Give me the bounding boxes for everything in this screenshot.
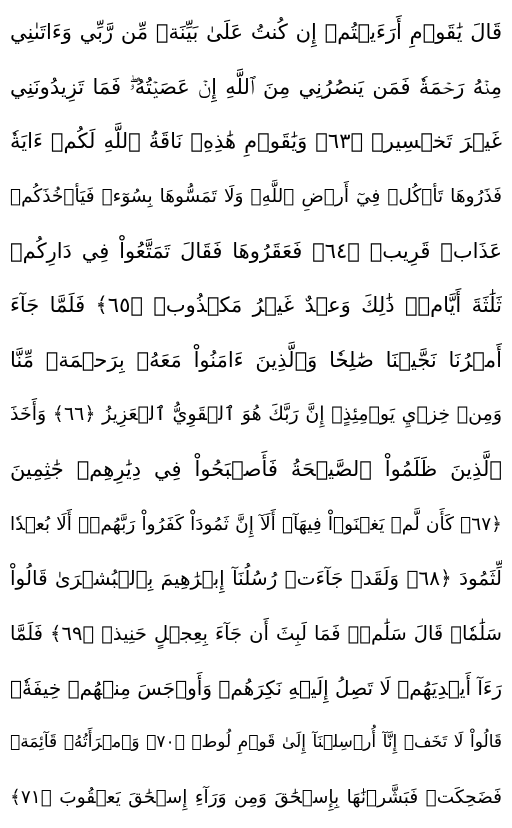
text-line-15: فَضَحِكَتۡ فَبَشَّرۡنَٰهَا بِإِسۡحَٰقَ وَمِن وَرَآءِ إِسۡحَٰقَ يَعۡقُوبَ ﴿٧١﴾ xyxy=(10,786,502,808)
text-line-1: قَالَ يَٰقَوۡمِ أَرَءَيۡتُمۡ إِن كُنتُ عَلَىٰ بَيِّنَةٖ مِّن رَّبِّي وَءَاتَىٰنِي xyxy=(10,20,502,44)
text-line-10: ﴿٦٧﴾ كَأَن لَّمۡ يَغۡنَوۡاْ فِيهَآۗ أَلَآ إِنَّ ثَمُودَاْ كَفَرُواْ رَبَّهُمۡۗ أَلَا بُعۡدٗا xyxy=(10,513,502,535)
text-line-9: ٱلَّذِينَ ظَلَمُواْ ٱلصَّيۡحَةُ فَأَصۡبَحُواْ فِي دِيَٰرِهِمۡ جَٰثِمِينَ xyxy=(10,457,502,482)
text-line-14: قَالُواْ لَا تَخَفۡ إِنَّآ أُرۡسِلۡنَآ إِلَىٰ قَوۡمِ لُوطٖ ﴿٧٠﴾ وَٱمۡرَأَتُهُۥ قَآئِمَةٞ xyxy=(10,732,502,753)
text-line-3: غَيۡرَ تَخۡسِيرٖ ﴿٦٣﴾ وَيَٰقَوۡمِ هَٰذِهِۦ نَاقَةُ ٱللَّهِ لَكُمۡ ءَايَةٗ xyxy=(10,129,502,154)
text-line-8: وَمِنۡ خِزۡيِ يَوۡمِئِذٍۚ إِنَّ رَبَّكَ هُوَ ٱلۡقَوِيُّ ٱلۡعَزِيزُ ﴿٦٦﴾ وَأَخَذَ xyxy=(10,403,502,426)
text-line-2: مِنۡهُ رَحۡمَةٗ فَمَن يَنصُرُنِي مِنَ ٱللَّهِ إِنۡ عَصَيۡتُهُۥۖ فَمَا تَزِيدُونَنِي xyxy=(10,74,502,99)
text-line-11: لِّثَمُودَ ﴿٦٨﴾ وَلَقَدۡ جَآءَتۡ رُسُلُنَآ إِبۡرَٰهِيمَ بِٱلۡبُشۡرَىٰ قَالُواْ xyxy=(10,566,502,591)
text-line-4: فَذَرُوهَا تَأۡكُلۡ فِيٓ أَرۡضِ ٱللَّهِۖ وَلَا تَمَسُّوهَا بِسُوٓءٖ فَيَأۡخُذَكُمۡ xyxy=(10,185,502,207)
text-line-7: أَمۡرُنَا نَجَّيۡنَا صَٰلِحٗا وَٱلَّذِينَ ءَامَنُواْ مَعَهُۥ بِرَحۡمَةٖ مِّنَّا xyxy=(10,347,502,372)
text-line-5: عَذَابٞ قَرِيبٞ ﴿٦٤﴾ فَعَقَرُوهَا فَقَالَ تَمَتَّعُواْ فِي دَارِكُمۡ xyxy=(10,238,502,263)
text-line-13: رَءَآ أَيۡدِيَهُمۡ لَا تَصِلُ إِلَيۡهِ نَكِرَهُمۡ وَأَوۡجَسَ مِنۡهُمۡ خِيفَةٗۚ xyxy=(10,675,502,700)
text-line-6: ثَلَٰثَةَ أَيَّامٖۖ ذَٰلِكَ وَعۡدٌ غَيۡرُ مَكۡذُوبٖ ﴿٦٥﴾ فَلَمَّا جَآءَ xyxy=(10,293,502,318)
text-line-12: سَلَٰمٗاۖ قَالَ سَلَٰمٞۖ فَمَا لَبِثَ أَن جَآءَ بِعِجۡلٍ حَنِيذٖ ﴿٦٩﴾ فَلَمَّا xyxy=(10,622,502,646)
